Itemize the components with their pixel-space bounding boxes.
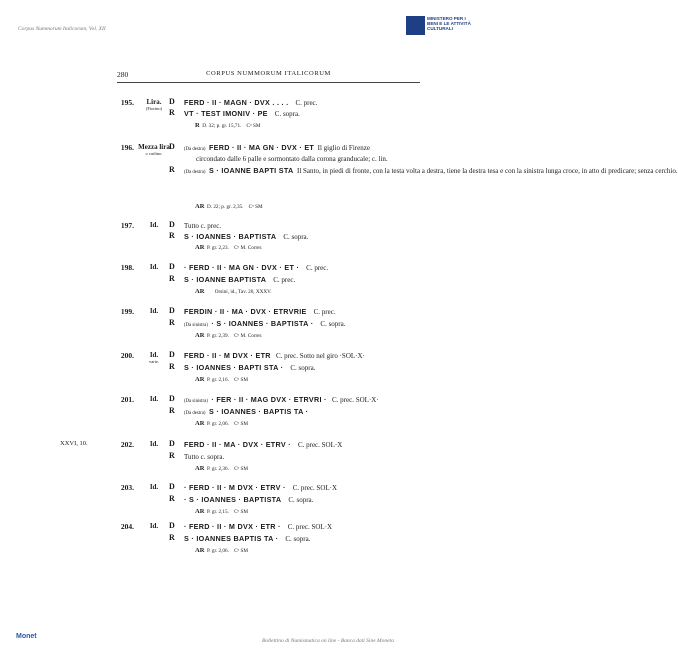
legend-line: VT · TEST IMONIV · PE C. sopra.: [184, 109, 300, 118]
coin-metadata: R D. 32; p. gr. 15,71. Cᵘ SM: [195, 122, 261, 129]
page-number: 280: [117, 70, 129, 79]
ministry-emblem-icon: [406, 16, 425, 35]
description-line: circondato dalle 6 palle e sormontato dalla corona granducale; c. lin.: [196, 155, 388, 163]
denomination: Id.: [149, 307, 159, 315]
coin-metadata: AR Orsini, id., Tav. 20, XXXV.: [195, 288, 272, 295]
legend-line: · FERD · II · MA GN · DVX · ET · C. prec.: [184, 263, 329, 272]
side-marker: R: [169, 165, 175, 174]
coin-metadata: AR P. gr. 2,39. Cᵘ M. Correr.: [195, 332, 263, 339]
denomination: Id.: [149, 522, 159, 530]
legend-line: (Da sinistra) · S · IOANNES · BAPTISTA · C. sopra.: [184, 319, 346, 328]
legend-line: S · IOANNE BAPTISTA C. prec.: [184, 275, 296, 284]
legend-line: (Da destra) S · IOANNES · BAPTIS TA ·: [184, 407, 309, 416]
side-marker: D: [169, 394, 175, 403]
side-marker: D: [169, 439, 175, 448]
side-marker: R: [169, 494, 175, 503]
legend-line: · FERD · II · M DVX · ETRV · C. prec. SOL·X: [184, 483, 338, 492]
coin-metadata: AR D. 22; p. gr. 2,35. Cᵘ SM: [195, 203, 263, 210]
denomination: Id. varie.: [148, 351, 160, 364]
legend-line: (Da destra) S · IOANNE BAPTI STA Il Santo, in piedi di fronte, con la testa volta a destra, tiene la destra tesa e con la sinistra lunga croce, in atto di predicare; senza cerchio.: [184, 166, 678, 175]
side-marker: D: [169, 350, 175, 359]
legend-line: FERD · II · MAGN · DVX . . . . C. prec.: [184, 98, 318, 107]
side-marker: D: [169, 97, 175, 106]
side-marker: R: [169, 318, 175, 327]
coin-metadata: AR P. gr. 2,15. Cᵘ SM: [195, 508, 249, 515]
legend-line: · S · IOANNES · BAPTISTA C. sopra.: [184, 495, 314, 504]
legend-line: S · IOANNES · BAPTI STA · C. sopra.: [184, 363, 316, 372]
coin-metadata: AR P. gr. 2,06. Cᵘ SM: [195, 420, 249, 427]
entry-number: 200.: [120, 351, 134, 360]
side-marker: R: [169, 274, 175, 283]
monet-logo: Monet: [16, 633, 37, 640]
entry-number: 195.: [120, 98, 134, 107]
page-title: CORPUS NUMMORUM ITALICORUM: [206, 70, 331, 77]
side-marker: R: [169, 108, 175, 117]
entry-number: 196.: [120, 143, 134, 152]
side-marker: R: [169, 362, 175, 371]
denomination: Id.: [149, 263, 159, 271]
coin-metadata: AR P. gr. 2,23. Cᵘ M. Correr.: [195, 244, 263, 251]
side-marker: R: [169, 451, 175, 460]
side-marker: R: [169, 406, 175, 415]
page-header: [117, 70, 420, 83]
side-marker: D: [169, 482, 175, 491]
coin-metadata: AR P. gr. 2,06. Cᵘ SM: [195, 547, 249, 554]
ministry-logo-text: MINISTERO PER I BENI E LE ATTIVITÀ CULTURALI: [427, 16, 471, 32]
denomination: Id.: [149, 221, 159, 229]
legend-line: FERD · II · M DVX · ETR C. prec. Sotto nel giro ·SOL·X·: [184, 351, 365, 360]
footer-source: Bollettino di Numismatica on line - Banca dati Sine Moneta: [262, 638, 394, 644]
side-marker: D: [169, 262, 175, 271]
entry-number: 197.: [120, 221, 134, 230]
side-marker: D: [169, 306, 175, 315]
side-marker: D: [169, 521, 175, 530]
coin-metadata: AR P. gr. 2,16. Cᵘ SM: [195, 376, 249, 383]
document-source-title: Corpus Nummorum Italicorum, Vol. XII: [18, 26, 106, 32]
entry-number: 202.: [120, 440, 134, 449]
side-marker: R: [169, 231, 175, 240]
legend-line: S · IOANNES BAPTIS TA · C. sopra.: [184, 534, 311, 543]
legend-line: (Da sinistra) · FER · II · MAG DVX · ETRVRI · C. prec. SOL·X·: [184, 395, 379, 404]
entry-number: 203.: [120, 483, 134, 492]
legend-line: FERDIN · II · MA · DVX · ETRVRIE C. prec.: [184, 307, 336, 316]
side-marker: R: [169, 533, 175, 542]
denomination: Lira. (Fiorino): [145, 98, 163, 111]
denomination: Mezza lira o carlino.: [138, 143, 170, 156]
legend-line: S · IOANNES · BAPTISTA C. sopra.: [184, 232, 309, 241]
side-marker: D: [169, 142, 175, 151]
entry-number: 204.: [120, 522, 134, 531]
description-line: Tutto c. prec.: [184, 222, 222, 230]
coin-metadata: AR P. gr. 2,36. Cᵘ SM: [195, 465, 249, 472]
legend-line: · FERD · II · M DVX · ETR · C. prec. SOL·X: [184, 522, 333, 531]
description-line: Tutto c. sopra.: [184, 453, 225, 461]
entry-number: 198.: [120, 263, 134, 272]
denomination: Id.: [149, 440, 159, 448]
legend-line: FERD · II · MA · DVX · ETRV · C. prec. SOL·X: [184, 440, 343, 449]
entry-number: 201.: [120, 395, 134, 404]
side-marker: D: [169, 220, 175, 229]
denomination: Id.: [149, 483, 159, 491]
denomination: Id.: [149, 395, 159, 403]
plate-reference: XXVI, 10.: [60, 440, 88, 447]
entry-number: 199.: [120, 307, 134, 316]
legend-line: (Da destra) FERD · II · MA GN · DVX · ET Il giglio di Firenze: [184, 143, 370, 152]
